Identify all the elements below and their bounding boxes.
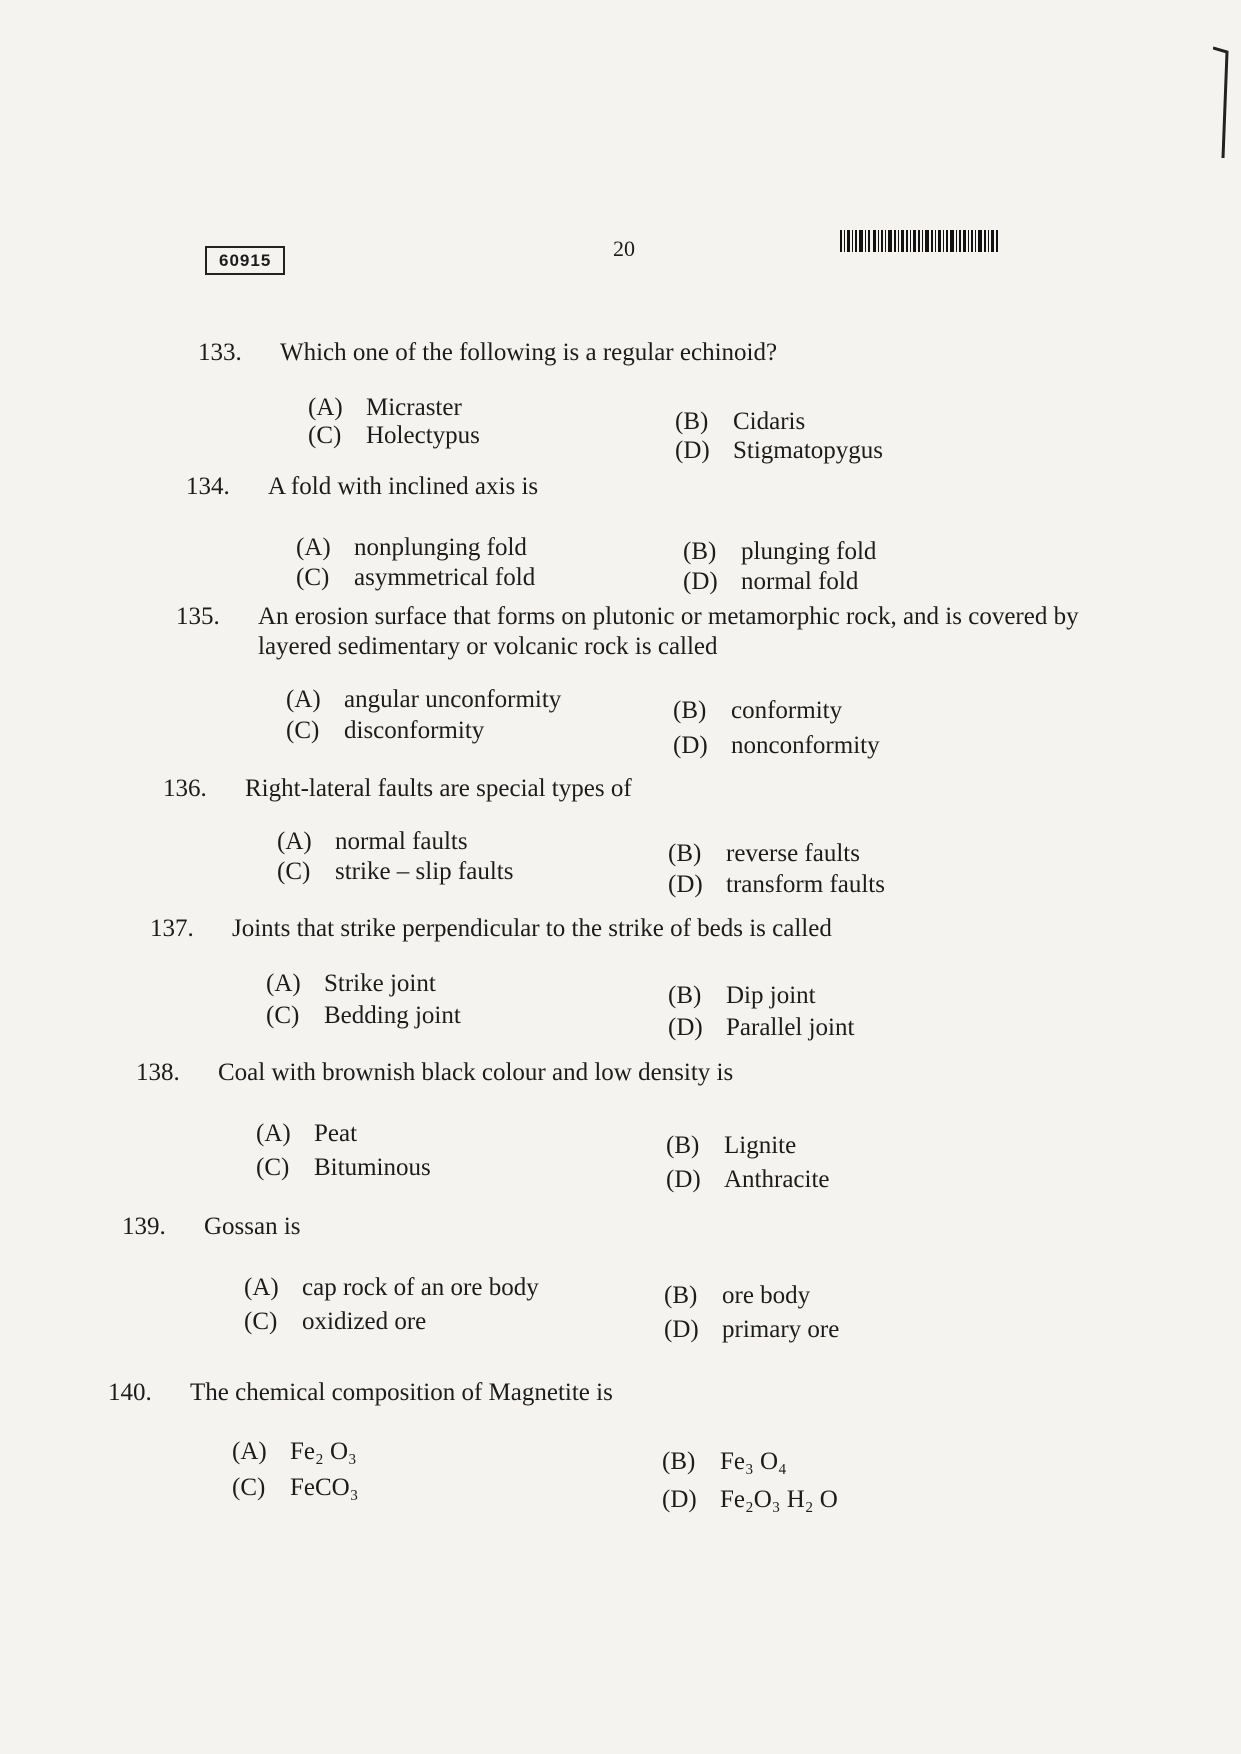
option-label: (D) bbox=[664, 1316, 699, 1343]
option-label: (D) bbox=[666, 1166, 701, 1193]
option-label: (C) bbox=[277, 858, 311, 885]
option-text: oxidized ore bbox=[302, 1308, 427, 1335]
question-number: 135. bbox=[176, 603, 220, 630]
option-text: Fe₂O₃ H₂ O bbox=[720, 1486, 838, 1513]
question-text: Coal with brownish black colour and low density is bbox=[218, 1059, 734, 1086]
option-b bbox=[668, 840, 860, 868]
option-text: conformity bbox=[731, 697, 843, 724]
option-a bbox=[308, 394, 462, 422]
option-label: (A) bbox=[244, 1274, 279, 1301]
option-a bbox=[244, 1274, 539, 1302]
option-text: Dip joint bbox=[726, 982, 816, 1009]
option-text: Fe₂ O₃ bbox=[290, 1438, 357, 1465]
option-b bbox=[673, 697, 842, 725]
option-text: Bituminous bbox=[314, 1154, 431, 1181]
option-text: plunging fold bbox=[741, 538, 877, 565]
option-text: angular unconformity bbox=[344, 686, 562, 713]
option-c bbox=[277, 858, 513, 886]
question-number: 134. bbox=[186, 473, 230, 500]
option-text: Anthracite bbox=[724, 1166, 830, 1193]
option-label: (A) bbox=[308, 394, 343, 421]
option-label: (A) bbox=[296, 534, 331, 561]
question-text: The chemical composition of Magnetite is bbox=[190, 1379, 613, 1406]
option-label: (D) bbox=[662, 1486, 697, 1513]
option-label: (D) bbox=[668, 871, 703, 898]
option-b bbox=[666, 1132, 796, 1160]
option-label: (C) bbox=[256, 1154, 290, 1181]
option-text: Lignite bbox=[724, 1132, 797, 1159]
option-label: (C) bbox=[286, 717, 320, 744]
option-label: (C) bbox=[232, 1474, 266, 1501]
option-text: disconformity bbox=[344, 717, 485, 744]
option-text: Holectypus bbox=[366, 422, 480, 449]
option-label: (C) bbox=[296, 564, 330, 591]
option-label: (D) bbox=[675, 437, 710, 464]
option-text: nonplunging fold bbox=[354, 534, 527, 561]
question-135 bbox=[176, 602, 1096, 759]
page-number: 20 bbox=[613, 236, 635, 261]
option-a bbox=[277, 828, 468, 856]
option-text: Fe₃ O₄ bbox=[720, 1448, 787, 1475]
option-d bbox=[666, 1166, 830, 1194]
question-number: 137. bbox=[150, 915, 194, 942]
question-139 bbox=[122, 1212, 1042, 1343]
scan-edge-mark bbox=[1213, 40, 1229, 160]
option-label: (D) bbox=[683, 568, 718, 595]
option-d bbox=[664, 1316, 839, 1344]
option-a bbox=[232, 1438, 357, 1466]
question-text: Which one of the following is a regular echinoid? bbox=[280, 339, 778, 366]
question-text: Gossan is bbox=[204, 1213, 301, 1240]
option-b bbox=[683, 538, 876, 566]
option-label: (B) bbox=[668, 840, 702, 867]
option-b bbox=[668, 982, 816, 1010]
option-c bbox=[256, 1154, 431, 1182]
option-label: (B) bbox=[664, 1282, 698, 1309]
question-number: 136. bbox=[163, 775, 207, 802]
question-136 bbox=[163, 774, 1083, 898]
option-b bbox=[675, 408, 805, 436]
option-label: (B) bbox=[666, 1132, 700, 1159]
option-label: (A) bbox=[256, 1120, 291, 1147]
option-a bbox=[266, 970, 436, 998]
option-d bbox=[662, 1486, 838, 1514]
question-134 bbox=[186, 472, 1106, 595]
option-text: transform faults bbox=[726, 871, 885, 898]
option-c bbox=[266, 1002, 461, 1030]
option-text: asymmetrical fold bbox=[354, 564, 536, 591]
option-text: ore body bbox=[722, 1282, 811, 1309]
option-label: (B) bbox=[683, 538, 717, 565]
question-text: An erosion surface that forms on plutonic or metamorphic rock, and is covered by layered sedimentary or volcanic rock is called bbox=[258, 603, 1079, 660]
option-c bbox=[296, 564, 535, 592]
option-a bbox=[256, 1120, 357, 1148]
option-text: normal fold bbox=[741, 568, 859, 595]
option-label: (D) bbox=[668, 1014, 703, 1041]
option-text: strike – slip faults bbox=[335, 858, 514, 885]
option-c bbox=[232, 1474, 358, 1502]
option-label: (C) bbox=[266, 1002, 300, 1029]
option-d bbox=[675, 437, 883, 465]
option-b bbox=[664, 1282, 810, 1310]
option-text: Micraster bbox=[366, 394, 462, 421]
option-c bbox=[286, 717, 484, 745]
option-label: (A) bbox=[266, 970, 301, 997]
question-text: Right-lateral faults are special types of bbox=[245, 775, 632, 802]
question-number: 138. bbox=[136, 1059, 180, 1086]
option-label: (B) bbox=[662, 1448, 696, 1475]
option-d bbox=[668, 871, 885, 899]
option-a bbox=[286, 686, 561, 714]
option-label: (D) bbox=[673, 732, 708, 759]
option-label: (A) bbox=[286, 686, 321, 713]
option-c bbox=[244, 1308, 426, 1336]
question-text: A fold with inclined axis is bbox=[268, 473, 539, 500]
option-text: Stigmatopygus bbox=[733, 437, 884, 464]
option-label: (B) bbox=[668, 982, 702, 1009]
paper-code-box: 60915 bbox=[205, 246, 285, 275]
barcode bbox=[840, 230, 1000, 252]
question-137 bbox=[150, 914, 1070, 1041]
option-d bbox=[683, 568, 858, 596]
option-text: normal faults bbox=[335, 828, 468, 855]
option-text: cap rock of an ore body bbox=[302, 1274, 539, 1301]
option-label: (C) bbox=[244, 1308, 278, 1335]
question-number: 140. bbox=[108, 1379, 152, 1406]
option-d bbox=[673, 732, 880, 760]
option-text: Peat bbox=[314, 1120, 358, 1147]
option-c bbox=[308, 422, 480, 450]
option-text: nonconformity bbox=[731, 732, 880, 759]
option-a bbox=[296, 534, 527, 562]
option-text: primary ore bbox=[722, 1316, 840, 1343]
question-text: Joints that strike perpendicular to the strike of beds is called bbox=[232, 915, 832, 942]
option-text: Cidaris bbox=[733, 408, 806, 435]
question-number: 139. bbox=[122, 1213, 166, 1240]
option-label: (C) bbox=[308, 422, 342, 449]
question-138 bbox=[136, 1058, 1056, 1193]
option-label: (B) bbox=[675, 408, 709, 435]
question-133 bbox=[198, 338, 1118, 464]
option-label: (B) bbox=[673, 697, 707, 724]
option-text: Bedding joint bbox=[324, 1002, 461, 1029]
option-text: Parallel joint bbox=[726, 1014, 855, 1041]
question-number: 133. bbox=[198, 339, 242, 366]
option-text: Strike joint bbox=[324, 970, 436, 997]
question-140 bbox=[108, 1378, 1028, 1518]
option-text: FeCO₃ bbox=[290, 1474, 359, 1501]
option-b bbox=[662, 1448, 787, 1476]
option-d bbox=[668, 1014, 854, 1042]
option-text: reverse faults bbox=[726, 840, 860, 867]
option-label: (A) bbox=[277, 828, 312, 855]
option-label: (A) bbox=[232, 1438, 267, 1465]
